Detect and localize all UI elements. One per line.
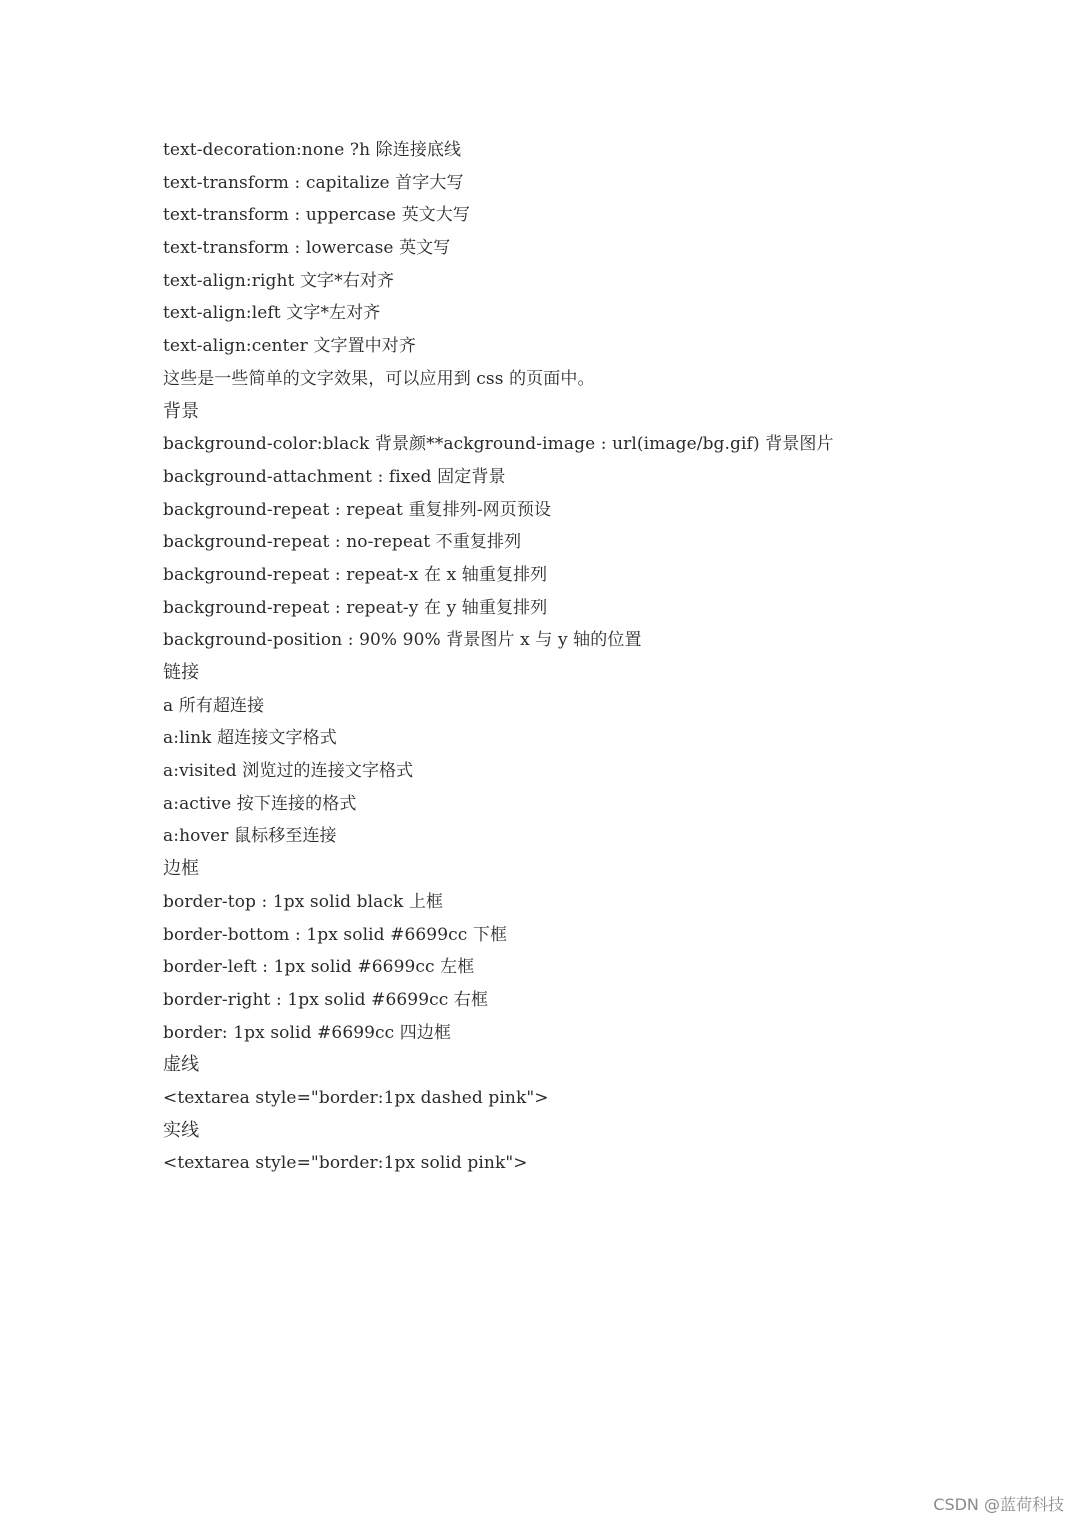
text-line: border-top : 1px solid black 上框 bbox=[163, 891, 444, 912]
text-line: background-attachment : fixed 固定背景 bbox=[163, 466, 506, 487]
text-line: a:hover 鼠标移至连接 bbox=[163, 826, 337, 847]
text-line: a 所有超连接 bbox=[163, 695, 265, 716]
section-heading-borders: 边框 bbox=[163, 858, 200, 880]
text-line: a:link 超连接文字格式 bbox=[163, 728, 337, 749]
text-line: text-align:center 文字置中对齐 bbox=[163, 336, 416, 357]
text-line: border-bottom : 1px solid #6699cc 下框 bbox=[163, 924, 508, 945]
text-line: text-transform : lowercase 英文写 bbox=[163, 238, 451, 259]
section-heading-links: 链接 bbox=[163, 662, 200, 683]
text-line: border-right : 1px solid #6699cc 右框 bbox=[163, 989, 489, 1010]
text-line: background-repeat : repeat-y 在 y 轴重复排列 bbox=[163, 597, 548, 618]
text-line: background-repeat : repeat 重复排列-网页预设 bbox=[163, 499, 552, 520]
text-line: <textarea style="border:1px dashed pink"> bbox=[163, 1087, 549, 1108]
text-line: text-transform : uppercase 英文大写 bbox=[163, 205, 470, 226]
section-heading-solid: 实线 bbox=[163, 1119, 200, 1141]
text-line: text-transform : capitalize 首字大写 bbox=[163, 172, 464, 193]
watermark: CSDN @蓝荷科技 bbox=[933, 1495, 1064, 1514]
text-line: <textarea style="border:1px solid pink"> bbox=[163, 1153, 528, 1174]
text-line: a:visited 浏览过的连接文字格式 bbox=[163, 761, 414, 782]
text-line: background-color:black 背景颜**ackground-image : url(image/bg.gif) 背景图片 bbox=[163, 434, 834, 455]
text-line: background-repeat : repeat-x 在 x 轴重复排列 bbox=[163, 564, 548, 585]
text-line: text-align:right 文字*右对齐 bbox=[163, 270, 395, 291]
text-line: text-align:left 文字*左对齐 bbox=[163, 303, 381, 324]
text-line: text-decoration:none ?h 除连接底线 bbox=[163, 140, 462, 160]
section-heading-background: 背景 bbox=[163, 400, 200, 422]
text-line: a:active 按下连接的格式 bbox=[163, 793, 357, 814]
text-line: background-position : 90% 90% 背景图片 x 与 y 轴的位置 bbox=[163, 630, 642, 651]
text-line: border-left : 1px solid #6699cc 左框 bbox=[163, 957, 475, 978]
text-line: background-repeat : no-repeat 不重复排列 bbox=[163, 532, 522, 553]
document-body bbox=[163, 134, 1043, 1180]
text-line: 这些是一些简单的文字效果，可以应用到 css 的页面中。 bbox=[163, 368, 595, 389]
text-line: border: 1px solid #6699cc 四边框 bbox=[163, 1022, 452, 1043]
section-heading-dashed: 虚线 bbox=[163, 1054, 200, 1076]
